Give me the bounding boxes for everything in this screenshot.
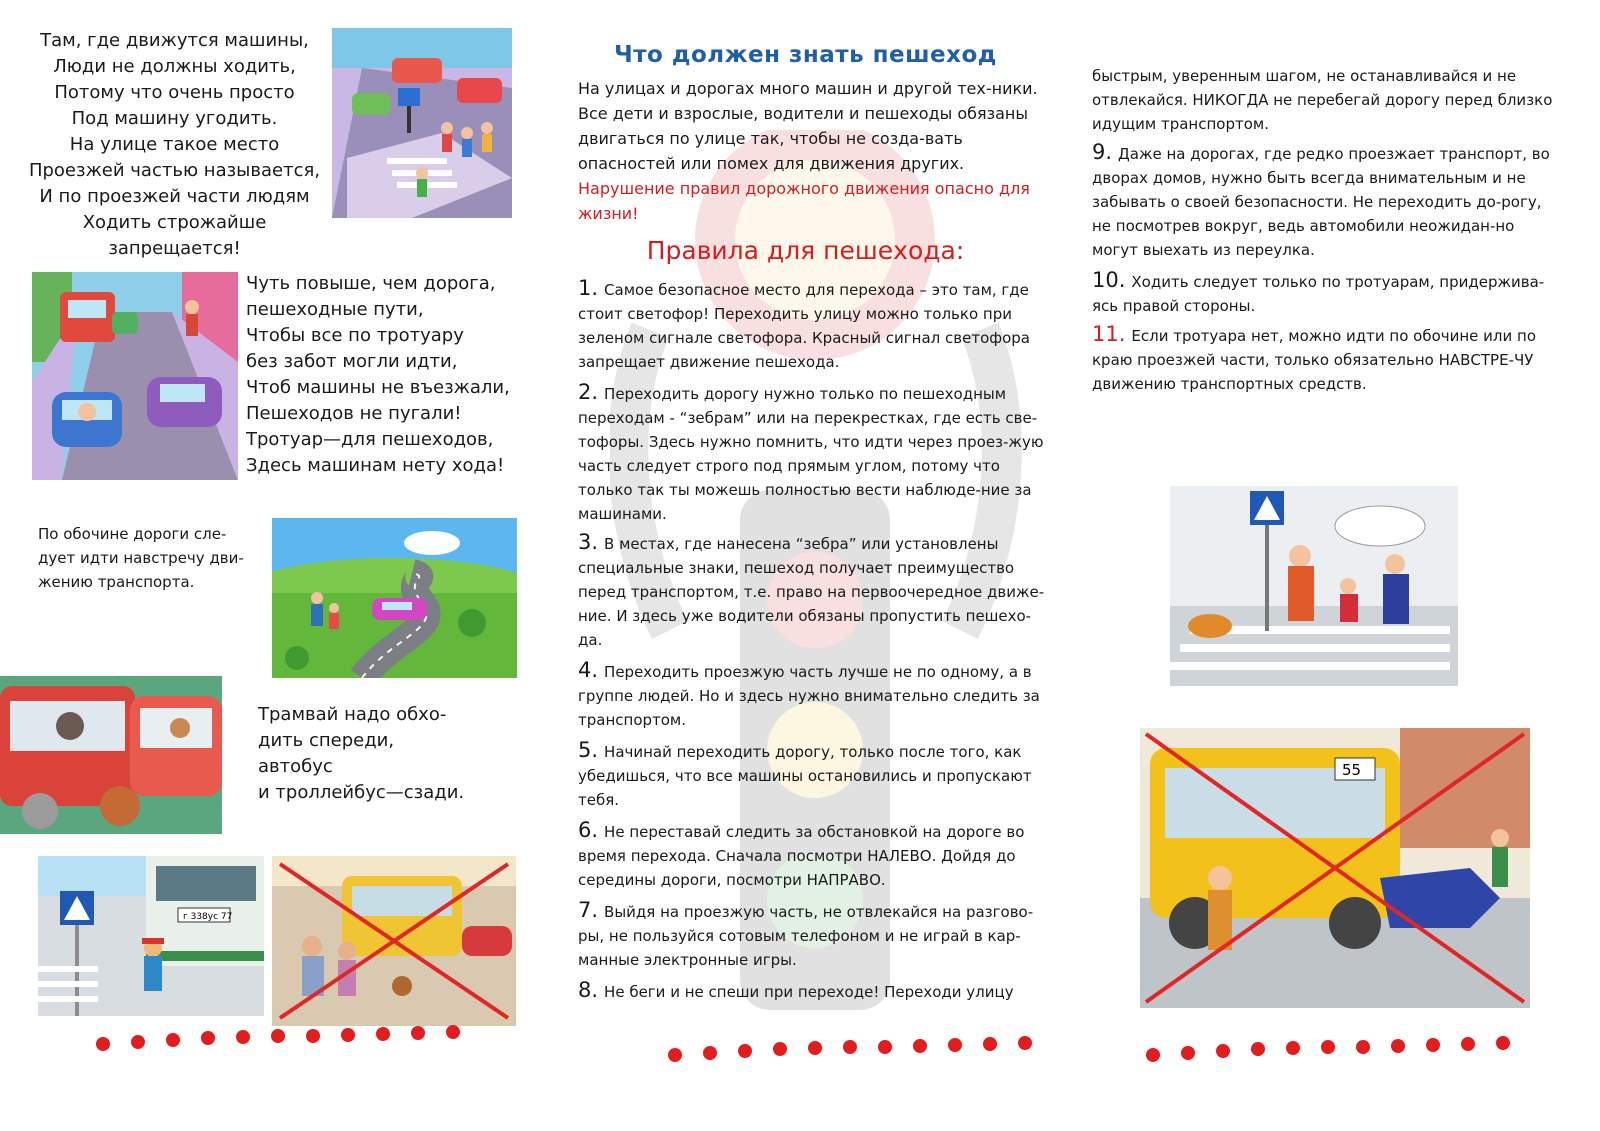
rule-text: Даже на дорогах, где редко проезжает транспорт, во дворах домов, нужно быть всегда внимательным и не забывать о своей безопасности. Не переходить до-рогу, не посмотрев вокруг, ведь автомобили неожидан-но могут выехать из переулка. xyxy=(1092,145,1550,259)
illustration-crosswalk-kids xyxy=(332,28,512,218)
note-tram: Трамвай надо обхо- дить спереди, автобус и троллейбус—сзади. xyxy=(258,704,465,803)
rule-text: Переходить проезжую часть лучше не по одному, а в группе людей. Но и здесь нужно внимательно следить за транспортом. xyxy=(578,663,1040,729)
bus-plate-left: г 338ус 77 xyxy=(183,912,233,922)
rule-8-continued: быстрым, уверенным шагом, не останавливайся и не отвлекайся. НИКОГДА не перебегай дорогу перед близко идущим транспортом. xyxy=(1092,67,1553,133)
rule-number: 10. xyxy=(1092,268,1126,292)
rule-text: Не беги и не спеши при переходе! Переходи улицу xyxy=(604,983,1014,1001)
rule-text: Выйдя на проезжую часть, не отвлекайся на разгово-ры, не пользуйся сотовым телефоном и не играй в кар-манные электронные игры. xyxy=(578,903,1034,969)
rule-text: Ходить следует только по тротуарам, придерживa-ясь правой стороны. xyxy=(1092,273,1545,315)
rule-number: 11. xyxy=(1092,322,1126,346)
rule-text: Самое безопасное место для перехода – это там, где стоит светофор! Переходить улицу можно только при зеленом сигнале светофора. Красный сигнал светофора запрещает движение пешехода. xyxy=(578,281,1030,371)
illustration-tram-bus xyxy=(0,676,222,834)
rule-1 xyxy=(578,276,1048,374)
decor-dots-middle xyxy=(668,1036,1038,1054)
rule-8 xyxy=(578,978,1048,1004)
decor-dots-right xyxy=(1146,1036,1516,1054)
rule-number: 9. xyxy=(1092,140,1113,164)
decor-dots-left xyxy=(96,1025,466,1043)
note-roadside: По обочине дороги сле- дует идти навстречу дви- жению транспорта. xyxy=(38,525,244,591)
rule-4 xyxy=(578,658,1048,732)
rule-number: 3. xyxy=(578,530,599,554)
rule-number: 8. xyxy=(578,978,599,1002)
rules-title: Правила для пешехода: xyxy=(646,236,965,265)
rule-number: 5. xyxy=(578,738,599,762)
bus-number-right: 55 xyxy=(1342,761,1362,779)
intro-paragraph: На улицах и дорогах много машин и другой тех-ники. Все дети и взрослые, водители и пешеходы обязаны двигаться по улице так, чтобы не созда-вать опасностей или помех для движения других. xyxy=(578,79,1038,173)
rule-text: Переходить дорогу нужно только по пешеходным переходам - “зебрам” или на перекрестках, где есть све-тофоры. Здесь нужно помнить, что идти через проез-жую часть следует строго под прямым углом, потому что только так ты можешь полностью вести наблюде-ние за машинами. xyxy=(578,385,1044,523)
illustration-bus-stop-correct xyxy=(38,856,264,1016)
rule-9 xyxy=(1092,140,1554,262)
rule-number: 7. xyxy=(578,898,599,922)
rule-6 xyxy=(578,818,1048,892)
rule-number: 4. xyxy=(578,658,599,682)
rule-text: Начинай переходить дорогу, только после того, как убедишься, что все машины остановились и пропускают тебя. xyxy=(578,743,1032,809)
rule-7 xyxy=(578,898,1048,972)
rule-11 xyxy=(1092,322,1554,396)
warning-text: Нарушение правил дорожного движения опасно для жизни! xyxy=(578,179,1030,223)
title-pedestrian: Что должен знать пешеход xyxy=(614,42,997,68)
rule-number: 1. xyxy=(578,276,599,300)
illustration-family-crossing xyxy=(1170,486,1458,686)
intro-text xyxy=(578,76,1038,226)
rule-2 xyxy=(578,380,1048,526)
rule-text: Не переставай следить за обстановкой на дороге во время перехода. Сначала посмотри НАЛЕВО. Дойдя до середины дороги, посмотри НАПРАВО. xyxy=(578,823,1025,889)
rule-number: 6. xyxy=(578,818,599,842)
rule-3 xyxy=(578,530,1048,652)
illustration-sidewalk-cars xyxy=(32,272,238,480)
rule-text: В местах, где нанесена “зебра” или установлены специальные знаки, пешеход получает преимущество перед транспортом, т.е. право на первоочередное движе-ние. И здесь уже водители обязаны пропустить пешехо-да. xyxy=(578,535,1045,649)
rule-10 xyxy=(1092,268,1554,318)
poem-sidewalk: Чуть повыше, чем дорога, пешеходные пути, Чтобы все по тротуару без забот могли идти, Чтоб машины не въезжали, Пешеходов не пугали! Тротуар—для пешеходов, Здесь машинам нету хода! xyxy=(246,273,510,476)
illustration-bus-stop-wrong xyxy=(272,856,516,1026)
rule-number: 2. xyxy=(578,380,599,404)
rule-text: Если тротуара нет, можно идти по обочине или по краю проезжей части, только обязательно НАВСТРЕ-ЧУ движению транспортных средств. xyxy=(1092,327,1537,393)
illustration-bus-wrong-crossing xyxy=(1140,728,1530,1008)
illustration-roadside-walk xyxy=(272,518,517,678)
poem-street: Там, где движутся машины, Люди не должны ходить, Потому что очень просто Под машину угодить. На улице такое место Проезжей частью называется, И по проезжей части людям Ходить строжайше запрещается! xyxy=(28,30,321,259)
rule-5 xyxy=(578,738,1048,812)
